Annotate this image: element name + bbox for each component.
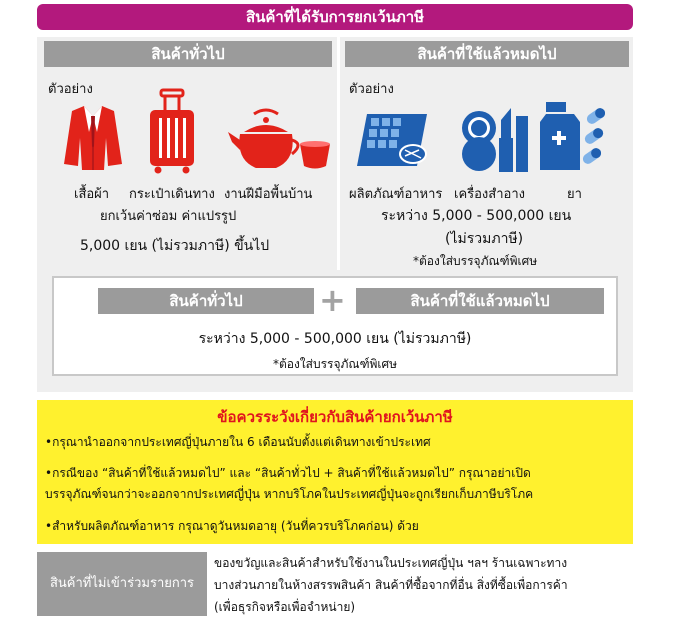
excluded-line: (เพื่อธุรกิจหรือเพื่อจำหน่าย) <box>214 600 356 614</box>
general-exclusion-note: ยกเว้นค่าซ่อม ค่าแปรรูป <box>100 209 237 224</box>
caution-line: บรรจุภัณฑ์จนกว่าจะออกจากประเทศญี่ปุ่น หากบริโภคในประเทศญี่ปุ่นจะถูกเรียกเก็บภาษีบริโภค <box>45 487 534 501</box>
caution-line: •สำหรับผลิตภัณฑ์อาหาร กรุณาดูวันหมดอายุ (วันที่ควรบริโภคก่อน) ด้วย <box>45 519 419 533</box>
consumable-tax-note: (ไม่รวมภาษี) <box>445 231 524 247</box>
general-example-label: ตัวอย่าง <box>48 82 93 97</box>
item-label-clothing: เสื้อผ้า <box>74 187 110 202</box>
excluded-line: ของขวัญและสินค้าสำหรับใช้งานในประเทศญี่ปุ่น ฯลฯ ร้านเฉพาะทาง <box>214 556 568 570</box>
excluded-items-label: สินค้าที่ไม่เข้าร่วมรายการ <box>37 552 207 616</box>
combined-range: ระหว่าง 5,000 - 500,000 เยน (ไม่รวมภาษี) <box>198 331 472 347</box>
consumable-example-label: ตัวอย่าง <box>349 82 394 97</box>
jacket-icon <box>62 102 124 172</box>
consumable-packaging-note: *ต้องใส่บรรจุภัณฑ์พิเศษ <box>413 254 538 268</box>
caution-line: •กรุณานำออกจากประเทศญี่ปุ่นภายใน 6 เดือนนับตั้งแต่เดินทางเข้าประเทศ <box>45 435 431 449</box>
caution-line: •กรณีของ “สินค้าที่ใช้แล้วหมดไป” และ “สินค้าทั่วไป + สินค้าที่ใช้แล้วหมดไป” กรุณาอย่าเปิด <box>45 466 531 480</box>
item-label-food: ผลิตภัณฑ์อาหาร <box>349 187 443 202</box>
column-divider <box>337 37 340 270</box>
page-title: สินค้าที่ได้รับการยกเว้นภาษี <box>37 4 633 30</box>
medicine-icon <box>538 100 610 174</box>
suitcase-icon <box>148 88 196 174</box>
consumables-header: สินค้าที่ใช้แล้วหมดไป <box>345 41 629 67</box>
item-label-luggage: กระเป๋าเดินทาง <box>129 187 215 202</box>
food-icon <box>355 106 433 174</box>
cosmetics-icon <box>459 98 531 174</box>
caution-title: ข้อควรระวังเกี่ยวกับสินค้ายกเว้นภาษี <box>217 408 453 426</box>
combined-packaging-note: *ต้องใส่บรรจุภัณฑ์พิเศษ <box>272 357 398 371</box>
item-label-crafts: งานฝีมือพื้นบ้าน <box>224 187 313 202</box>
combined-consumable-header: สินค้าที่ใช้แล้วหมดไป <box>356 288 604 314</box>
teapot-icon <box>226 108 332 172</box>
item-label-medicine: ยา <box>567 187 582 202</box>
consumable-range: ระหว่าง 5,000 - 500,000 เยน <box>381 208 572 224</box>
item-label-cosmetics: เครื่องสำอาง <box>454 187 525 202</box>
combined-general-header: สินค้าทั่วไป <box>98 288 314 314</box>
general-threshold: 5,000 เยน (ไม่รวมภาษี) ขึ้นไป <box>80 238 270 254</box>
excluded-line: บางส่วนภายในห้างสรรพสินค้า สินค้าที่ซื้อจากที่อื่น สิ่งที่ซื้อเพื่อการค้า <box>214 578 568 592</box>
general-goods-header: สินค้าทั่วไป <box>44 41 332 67</box>
plus-icon: + <box>319 281 346 319</box>
